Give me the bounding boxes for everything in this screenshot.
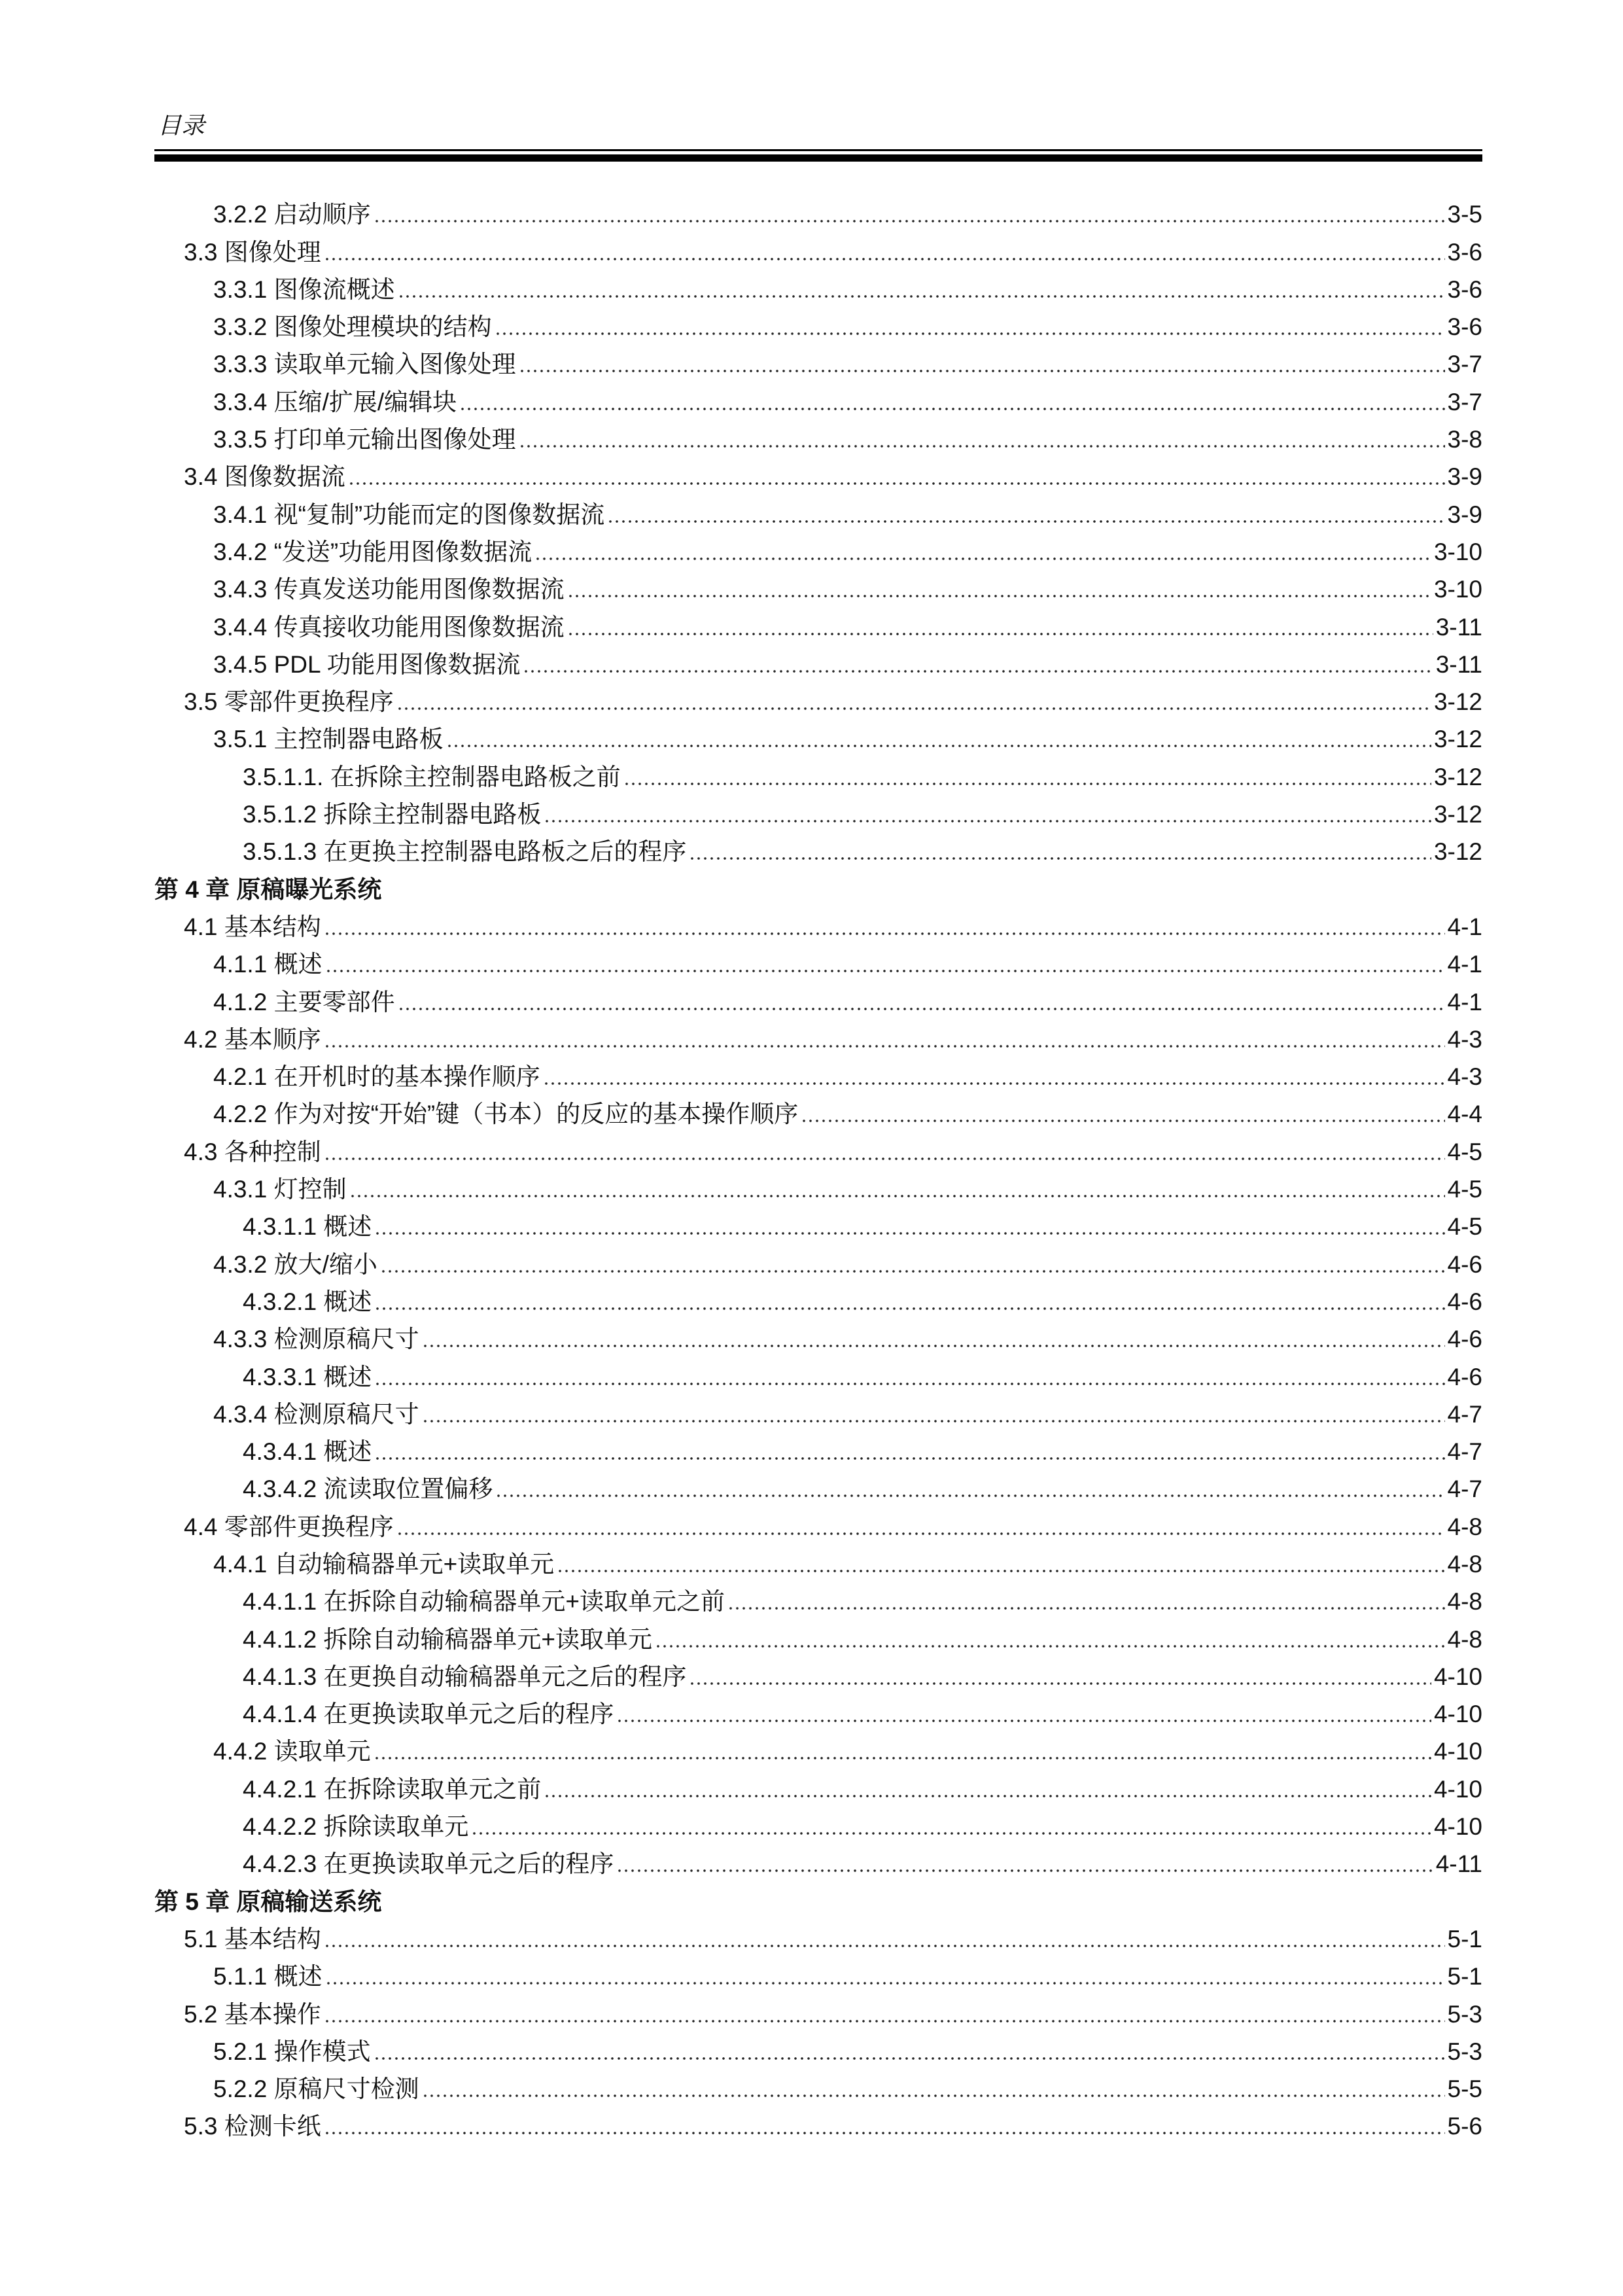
toc-entry-title: 4.4.2.1 在拆除读取单元之前 bbox=[243, 1775, 542, 1803]
toc-page-number: 5-3 bbox=[1447, 2038, 1482, 2065]
toc-dot-leader bbox=[422, 2094, 1445, 2097]
toc-dot-leader bbox=[324, 258, 1445, 260]
toc-entry[interactable] bbox=[154, 1241, 1482, 1279]
toc-entry[interactable] bbox=[154, 1729, 1482, 1766]
toc-entry-title: 4.3.1.1 概述 bbox=[243, 1213, 372, 1241]
toc-entry-title: 第 4 章 原稿曝光系统 bbox=[154, 875, 382, 903]
toc-dot-leader bbox=[689, 1682, 1431, 1685]
toc-page-number: 4-1 bbox=[1447, 951, 1482, 978]
toc-entry-title: 3.3.4 压缩/扩展/编辑块 bbox=[213, 388, 457, 415]
toc-page-number: 3-11 bbox=[1435, 650, 1482, 678]
toc-entry-title: 3.4 图像数据流 bbox=[184, 463, 345, 491]
toc-entry-title: 3.4.1 视“复制”功能而定的图像数据流 bbox=[213, 501, 605, 528]
toc-entry-title: 3.5.1.1. 在拆除主控制器电路板之前 bbox=[243, 763, 621, 790]
toc-page-number: 3-8 bbox=[1447, 426, 1482, 453]
toc-dot-leader bbox=[567, 595, 1431, 597]
toc-page-number: 4-4 bbox=[1447, 1101, 1482, 1128]
toc-entry[interactable] bbox=[154, 1091, 1482, 1129]
toc-entry-title: 4.3 各种控制 bbox=[184, 1138, 321, 1165]
toc-dot-leader bbox=[689, 857, 1431, 860]
toc-entry[interactable] bbox=[154, 1766, 1482, 1803]
toc-page-number: 4-6 bbox=[1447, 1288, 1482, 1315]
toc-dot-leader bbox=[519, 445, 1445, 448]
toc-dot-leader bbox=[324, 2132, 1445, 2134]
toc-entry[interactable] bbox=[154, 1504, 1482, 1541]
toc-entry[interactable] bbox=[154, 642, 1482, 679]
toc-entry[interactable] bbox=[154, 1691, 1482, 1729]
toc-dot-leader bbox=[374, 1757, 1431, 1759]
toc-entry-title: 第 5 章 原稿输送系统 bbox=[154, 1888, 382, 1915]
toc-entry[interactable] bbox=[154, 1429, 1482, 1466]
toc-entry[interactable] bbox=[154, 1954, 1482, 1991]
toc-entry[interactable] bbox=[154, 417, 1482, 454]
toc-dot-leader bbox=[544, 820, 1431, 822]
toc-entry[interactable] bbox=[154, 2066, 1482, 2104]
toc-entry-title: 3.3.5 打印单元输出图像处理 bbox=[213, 426, 516, 453]
toc-entry-title: 4.4.1.2 拆除自动输稿器单元+读取单元 bbox=[243, 1625, 653, 1653]
toc-entry[interactable] bbox=[154, 979, 1482, 1016]
toc-page-number: 3-12 bbox=[1433, 763, 1482, 790]
toc-page-number: 4-5 bbox=[1447, 1138, 1482, 1165]
toc-dot-leader bbox=[324, 932, 1445, 935]
toc-entry[interactable] bbox=[154, 716, 1482, 754]
toc-chapter-heading bbox=[154, 866, 1482, 904]
toc-page-number: 4-7 bbox=[1447, 1475, 1482, 1503]
toc-entry[interactable] bbox=[154, 567, 1482, 604]
toc-dot-leader bbox=[380, 1270, 1445, 1273]
toc-page-number: 4-10 bbox=[1433, 1701, 1482, 1728]
toc-entry[interactable] bbox=[154, 379, 1482, 416]
toc-page-number: 4-5 bbox=[1447, 1213, 1482, 1241]
toc-entry[interactable] bbox=[154, 1054, 1482, 1091]
toc-entry-title: 3.3.1 图像流概述 bbox=[213, 275, 395, 303]
toc-page-number: 4-10 bbox=[1433, 1775, 1482, 1803]
toc-dot-leader bbox=[623, 783, 1431, 785]
toc-entry[interactable] bbox=[154, 829, 1482, 866]
toc-entry-title: 3.4.5 PDL 功能用图像数据流 bbox=[213, 650, 521, 678]
toc-entry[interactable] bbox=[154, 679, 1482, 716]
toc-page-number: 5-1 bbox=[1447, 1925, 1482, 1952]
toc-page-number: 4-10 bbox=[1433, 1813, 1482, 1841]
toc-entry-title: 4.3.4.2 流读取位置偏移 bbox=[243, 1475, 493, 1503]
toc-dot-leader bbox=[325, 1982, 1445, 1985]
toc-entry-title: 4.4.2 读取单元 bbox=[213, 1738, 371, 1765]
toc-dot-leader bbox=[374, 1232, 1444, 1235]
toc-entry[interactable] bbox=[154, 1129, 1482, 1166]
toc-dot-leader bbox=[396, 707, 1431, 710]
toc-entry[interactable] bbox=[154, 267, 1482, 304]
toc-entry-title: 4.4.1.1 在拆除自动输稿器单元+读取单元之前 bbox=[243, 1588, 725, 1616]
toc-page-number: 4-5 bbox=[1447, 1176, 1482, 1203]
toc-dot-leader bbox=[374, 1457, 1444, 1460]
toc-entry-title: 4.4.2.2 拆除读取单元 bbox=[243, 1813, 469, 1841]
toc-page-number: 4-6 bbox=[1447, 1326, 1482, 1353]
toc-dot-leader bbox=[616, 1869, 1433, 1872]
toc-page-number: 3-6 bbox=[1447, 275, 1482, 303]
toc-entry-title: 3.5.1 主控制器电路板 bbox=[213, 726, 444, 753]
toc-entry-title: 5.1 基本结构 bbox=[184, 1925, 321, 1952]
toc-dot-leader bbox=[544, 1795, 1431, 1797]
toc-page-number: 3-10 bbox=[1433, 576, 1482, 603]
toc-page-number: 3-6 bbox=[1447, 238, 1482, 266]
toc-entry[interactable] bbox=[154, 491, 1482, 529]
toc-dot-leader bbox=[398, 1008, 1445, 1010]
toc-dot-leader bbox=[349, 1195, 1445, 1197]
toc-entry-title: 3.4.2 “发送”功能用图像数据流 bbox=[213, 538, 532, 565]
toc-page-number: 3-11 bbox=[1435, 613, 1482, 641]
toc-entry-title: 4.1 基本结构 bbox=[184, 913, 321, 940]
toc-dot-leader bbox=[348, 482, 1445, 485]
toc-entry-title: 4.4.1.3 在更换自动输稿器单元之后的程序 bbox=[243, 1663, 687, 1690]
toc-entry[interactable] bbox=[154, 1991, 1482, 2028]
toc-page-number: 4-7 bbox=[1447, 1400, 1482, 1428]
toc-entry[interactable] bbox=[154, 1616, 1482, 1653]
toc-dot-leader bbox=[325, 970, 1445, 972]
toc-dot-leader bbox=[543, 1082, 1445, 1085]
toc-entry-title: 3.3 图像处理 bbox=[184, 238, 321, 266]
toc-entry-title: 5.3 检测卡纸 bbox=[184, 2113, 321, 2140]
toc-entry[interactable] bbox=[154, 1579, 1482, 1616]
header-rule-thick bbox=[154, 154, 1482, 162]
toc-dot-leader bbox=[324, 1945, 1445, 1947]
toc-page-number: 4-3 bbox=[1447, 1063, 1482, 1091]
toc-entry[interactable] bbox=[154, 1392, 1482, 1429]
toc-entry-title: 3.3.2 图像处理模块的结构 bbox=[213, 313, 492, 341]
toc-chapter-heading bbox=[154, 1879, 1482, 1916]
toc-entry[interactable] bbox=[154, 342, 1482, 379]
toc-dot-leader bbox=[374, 2057, 1445, 2060]
toc-dot-leader bbox=[607, 520, 1444, 523]
toc-entry-title: 4.4 零部件更换程序 bbox=[184, 1513, 394, 1540]
toc-entry-title: 4.4.2.3 在更换读取单元之后的程序 bbox=[243, 1850, 614, 1878]
toc-page-number: 3-10 bbox=[1433, 538, 1482, 565]
toc-entry-title: 4.3.3.1 概述 bbox=[243, 1363, 372, 1390]
toc-dot-leader bbox=[727, 1607, 1444, 1610]
toc-dot-leader bbox=[495, 1494, 1444, 1497]
toc-dot-leader bbox=[523, 670, 1433, 673]
toc-page-number: 4-1 bbox=[1447, 913, 1482, 940]
toc-dot-leader bbox=[324, 1045, 1445, 1048]
toc-entry-title: 3.4.4 传真接收功能用图像数据流 bbox=[213, 613, 565, 641]
toc-dot-leader bbox=[801, 1120, 1444, 1122]
toc-entry[interactable] bbox=[154, 1804, 1482, 1841]
toc-entry-title: 4.3.1 灯控制 bbox=[213, 1176, 347, 1203]
toc-entry[interactable] bbox=[154, 754, 1482, 791]
toc-entry-title: 5.2.2 原稿尺寸检测 bbox=[213, 2075, 419, 2103]
toc-page-number: 4-3 bbox=[1447, 1025, 1482, 1053]
toc-page-number: 5-5 bbox=[1447, 2075, 1482, 2103]
toc-page-number: 5-6 bbox=[1447, 2113, 1482, 2140]
toc-entry-title: 3.4.3 传真发送功能用图像数据流 bbox=[213, 576, 565, 603]
toc-entry[interactable] bbox=[154, 454, 1482, 491]
toc-entry[interactable] bbox=[154, 942, 1482, 979]
toc-dot-leader bbox=[446, 745, 1431, 747]
toc-entry[interactable] bbox=[154, 192, 1482, 229]
toc-entry-title: 3.3.3 读取单元输入图像处理 bbox=[213, 351, 516, 378]
toc-dot-leader bbox=[495, 332, 1445, 335]
toc-dot-leader bbox=[422, 1345, 1445, 1347]
toc-page-number: 4-1 bbox=[1447, 988, 1482, 1016]
toc-entry-title: 5.2 基本操作 bbox=[184, 2000, 321, 2028]
toc-dot-leader bbox=[557, 1570, 1444, 1572]
toc-page-number: 4-8 bbox=[1447, 1588, 1482, 1616]
toc-page-number: 4-6 bbox=[1447, 1363, 1482, 1390]
toc-entry-title: 4.1.1 概述 bbox=[213, 951, 323, 978]
toc-page-number: 4-7 bbox=[1447, 1438, 1482, 1466]
toc-page-number: 5-1 bbox=[1447, 1963, 1482, 1990]
toc-entry[interactable] bbox=[154, 1167, 1482, 1204]
toc-entry[interactable] bbox=[154, 1916, 1482, 1954]
toc-entry[interactable] bbox=[154, 792, 1482, 829]
toc-dot-leader bbox=[324, 2020, 1445, 2022]
toc-dot-leader bbox=[422, 1420, 1445, 1422]
toc-dot-leader bbox=[374, 1383, 1444, 1385]
toc-entry-title: 4.3.2.1 概述 bbox=[243, 1288, 372, 1315]
toc-dot-leader bbox=[324, 1157, 1445, 1160]
toc-entry[interactable] bbox=[154, 1654, 1482, 1691]
toc-dot-leader bbox=[374, 1307, 1444, 1310]
toc-entry-title: 3.5 零部件更换程序 bbox=[184, 688, 394, 716]
toc-dot-leader bbox=[398, 295, 1445, 298]
toc-entry[interactable] bbox=[154, 1354, 1482, 1391]
toc-entry[interactable] bbox=[154, 229, 1482, 266]
header-rule-thin bbox=[154, 149, 1482, 151]
toc-dot-leader bbox=[616, 1720, 1431, 1722]
toc-page-number: 4-8 bbox=[1447, 1550, 1482, 1578]
toc-entry-title: 4.2.2 作为对按“开始”键（书本）的反应的基本操作顺序 bbox=[213, 1101, 799, 1128]
toc-entry[interactable] bbox=[154, 1279, 1482, 1316]
toc-dot-leader bbox=[655, 1645, 1444, 1648]
toc-page-number: 5-3 bbox=[1447, 2000, 1482, 2028]
toc-entry[interactable] bbox=[154, 604, 1482, 641]
toc-page-number: 4-8 bbox=[1447, 1625, 1482, 1653]
toc-entry[interactable] bbox=[154, 2029, 1482, 2066]
toc-page-number: 3-6 bbox=[1447, 313, 1482, 341]
toc-entry[interactable] bbox=[154, 1466, 1482, 1504]
toc-dot-leader bbox=[374, 220, 1445, 222]
toc-entry[interactable] bbox=[154, 2104, 1482, 2141]
toc-entry-title: 4.3.3 检测原稿尺寸 bbox=[213, 1326, 419, 1353]
toc-page-number: 3-12 bbox=[1433, 688, 1482, 716]
toc-entry-title: 3.2.2 启动顺序 bbox=[213, 201, 371, 228]
toc-entry[interactable] bbox=[154, 529, 1482, 567]
toc-entry-title: 4.1.2 主要零部件 bbox=[213, 988, 395, 1016]
toc-entry[interactable] bbox=[154, 1841, 1482, 1879]
toc-entry-title: 5.2.1 操作模式 bbox=[213, 2038, 371, 2065]
toc-page-number: 3-9 bbox=[1447, 501, 1482, 528]
table-of-contents bbox=[154, 192, 1482, 2141]
toc-entry[interactable] bbox=[154, 904, 1482, 942]
toc-entry-title: 4.2 基本顺序 bbox=[184, 1025, 321, 1053]
toc-entry-title: 4.3.2 放大/缩小 bbox=[213, 1250, 377, 1278]
toc-page-number: 3-12 bbox=[1433, 801, 1482, 828]
toc-page-number: 4-10 bbox=[1433, 1663, 1482, 1690]
toc-dot-leader bbox=[519, 370, 1445, 372]
toc-entry[interactable] bbox=[154, 1542, 1482, 1579]
toc-dot-leader bbox=[396, 1532, 1445, 1535]
toc-page-number: 3-7 bbox=[1447, 388, 1482, 415]
toc-dot-leader bbox=[567, 633, 1433, 635]
toc-entry-title: 3.5.1.2 拆除主控制器电路板 bbox=[243, 801, 542, 828]
toc-dot-leader bbox=[534, 557, 1431, 560]
toc-page-number: 4-6 bbox=[1447, 1250, 1482, 1278]
toc-entry[interactable] bbox=[154, 1316, 1482, 1354]
page-header-title: 目录 bbox=[158, 113, 205, 139]
toc-entry[interactable] bbox=[154, 1204, 1482, 1241]
toc-page-number: 4-8 bbox=[1447, 1513, 1482, 1540]
toc-entry[interactable] bbox=[154, 304, 1482, 342]
toc-page-number: 3-12 bbox=[1433, 726, 1482, 753]
toc-entry-title: 3.5.1.3 在更换主控制器电路板之后的程序 bbox=[243, 838, 687, 866]
toc-entry-title: 4.4.1 自动输稿器单元+读取单元 bbox=[213, 1550, 555, 1578]
toc-dot-leader bbox=[459, 408, 1444, 410]
toc-entry[interactable] bbox=[154, 1017, 1482, 1054]
toc-entry-title: 4.2.1 在开机时的基本操作顺序 bbox=[213, 1063, 540, 1091]
toc-page-number: 3-12 bbox=[1433, 838, 1482, 866]
toc-page-number: 4-10 bbox=[1433, 1738, 1482, 1765]
toc-entry-title: 4.4.1.4 在更换读取单元之后的程序 bbox=[243, 1701, 614, 1728]
toc-entry-title: 5.1.1 概述 bbox=[213, 1963, 323, 1990]
toc-page-number: 3-7 bbox=[1447, 351, 1482, 378]
toc-dot-leader bbox=[471, 1832, 1431, 1835]
toc-page-number: 3-5 bbox=[1447, 201, 1482, 228]
toc-entry-title: 4.3.4.1 概述 bbox=[243, 1438, 372, 1466]
toc-entry-title: 4.3.4 检测原稿尺寸 bbox=[213, 1400, 419, 1428]
toc-page-number: 4-11 bbox=[1435, 1850, 1482, 1878]
toc-page-number: 3-9 bbox=[1447, 463, 1482, 491]
